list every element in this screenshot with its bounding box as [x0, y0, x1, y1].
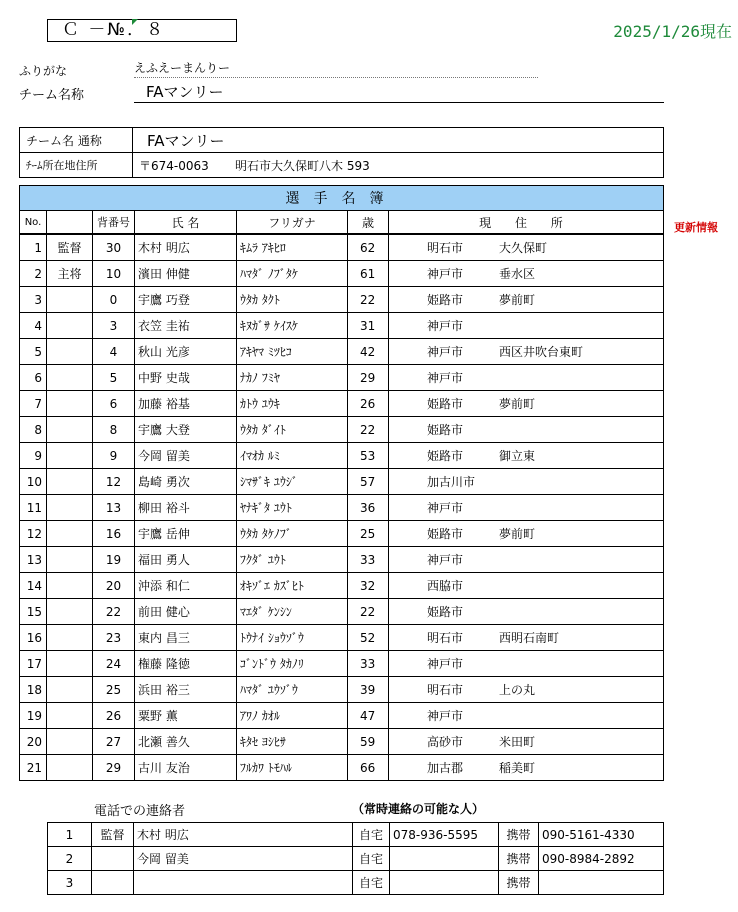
player-role: 主将	[47, 261, 93, 287]
player-area: 米田町	[499, 735, 536, 749]
player-kana: ﾅｶﾉ ﾌﾐﾔ	[237, 365, 348, 391]
player-role	[47, 391, 93, 417]
player-name: 今岡 留美	[135, 443, 237, 469]
player-age: 22	[348, 599, 389, 625]
player-age: 33	[348, 547, 389, 573]
contact-role	[92, 871, 134, 895]
roster-row	[20, 599, 664, 625]
player-kana: ｷﾇｶﾞｻ ｹｲｽｹ	[237, 313, 348, 339]
player-age: 29	[348, 365, 389, 391]
player-role	[47, 677, 93, 703]
player-name: 福田 勇人	[135, 547, 237, 573]
mobile-phone: 090-8984-2892	[539, 847, 664, 871]
player-name: 浜田 裕三	[135, 677, 237, 703]
player-kana: ﾄｳﾅｲ ｼｮｳｿﾞｳ	[237, 625, 348, 651]
roster-row	[20, 469, 664, 495]
player-address	[389, 625, 664, 651]
player-kana: ｱﾜﾉ ｶｵﾙ	[237, 703, 348, 729]
player-city: 明石市	[427, 241, 464, 255]
player-no: 10	[20, 469, 47, 495]
player-number: 26	[93, 703, 135, 729]
player-name: 宇鷹 岳伸	[135, 521, 237, 547]
player-area: 西区井吹台東町	[499, 345, 584, 359]
team-address-cell	[133, 153, 664, 178]
player-no: 16	[20, 625, 47, 651]
player-no: 21	[20, 755, 47, 781]
player-area: 稲美町	[499, 761, 536, 775]
player-address	[389, 703, 664, 729]
player-name: 宇鷹 巧登	[135, 287, 237, 313]
player-name: 東内 昌三	[135, 625, 237, 651]
contact-no: 3	[48, 871, 92, 895]
player-number: 13	[93, 495, 135, 521]
player-number: 19	[93, 547, 135, 573]
player-city: 神戸市	[427, 319, 464, 333]
mobile-label: 携帯	[499, 871, 539, 895]
roster-row	[20, 755, 664, 781]
team-info-table	[19, 127, 664, 178]
player-address	[389, 417, 664, 443]
player-no: 20	[20, 729, 47, 755]
player-role	[47, 599, 93, 625]
contact-name: 木村 明広	[134, 823, 353, 847]
roster-row	[20, 729, 664, 755]
player-age: 53	[348, 443, 389, 469]
team-name-label: チーム名称	[19, 88, 85, 103]
player-name: 衣笠 圭祐	[135, 313, 237, 339]
player-number: 27	[93, 729, 135, 755]
mobile-label: 携帯	[499, 847, 539, 871]
player-city: 神戸市	[427, 553, 464, 567]
as-of-date: 2025/1/26現在	[613, 22, 732, 41]
player-address	[389, 339, 664, 365]
col-kana: フリガナ	[237, 211, 348, 235]
furigana-label: ふりがな	[19, 64, 68, 78]
player-area: 夢前町	[499, 527, 536, 541]
player-address	[389, 547, 664, 573]
player-kana: ｺﾞﾝﾄﾞｳ ﾀｶﾉﾘ	[237, 651, 348, 677]
player-age: 61	[348, 261, 389, 287]
player-number: 22	[93, 599, 135, 625]
player-address	[389, 287, 664, 313]
player-kana: ｵｷｿﾞｴ ｶｽﾞﾋﾄ	[237, 573, 348, 599]
mobile-phone: 090-5161-4330	[539, 823, 664, 847]
player-role	[47, 651, 93, 677]
player-role	[47, 755, 93, 781]
player-age: 57	[348, 469, 389, 495]
home-label: 自宅	[353, 847, 390, 871]
player-city: 明石市	[427, 683, 464, 697]
roster-row	[20, 339, 664, 365]
player-city: 姫路市	[427, 527, 464, 541]
team-furigana: えふえーまんりー	[134, 62, 538, 78]
contact-table	[47, 822, 664, 895]
player-no: 11	[20, 495, 47, 521]
col-number: 背番号	[93, 211, 135, 235]
player-city: 神戸市	[427, 501, 464, 515]
roster-row	[20, 677, 664, 703]
player-number: 0	[93, 287, 135, 313]
contact-no: 2	[48, 847, 92, 871]
player-city: 姫路市	[427, 423, 464, 437]
player-city: 加古川市	[427, 475, 476, 489]
player-role	[47, 339, 93, 365]
contact-no: 1	[48, 823, 92, 847]
mobile-phone	[539, 871, 664, 895]
player-age: 32	[348, 573, 389, 599]
player-no: 15	[20, 599, 47, 625]
contact-row	[48, 823, 664, 847]
player-address	[389, 365, 664, 391]
player-area: 大久保町	[499, 241, 548, 255]
player-city: 姫路市	[427, 293, 464, 307]
player-city: 西脇市	[427, 579, 464, 593]
roster-row	[20, 417, 664, 443]
player-no: 9	[20, 443, 47, 469]
player-role	[47, 495, 93, 521]
player-no: 19	[20, 703, 47, 729]
mobile-label: 携帯	[499, 823, 539, 847]
team-alias: FAマンリー	[133, 128, 664, 153]
roster-row	[20, 651, 664, 677]
player-number: 16	[93, 521, 135, 547]
player-role	[47, 469, 93, 495]
player-no: 12	[20, 521, 47, 547]
player-kana: ｳﾀｶ ﾀﾞｲﾄ	[237, 417, 348, 443]
player-address	[389, 755, 664, 781]
player-no: 13	[20, 547, 47, 573]
roster-row	[20, 234, 664, 261]
player-address	[389, 677, 664, 703]
player-age: 47	[348, 703, 389, 729]
player-kana: ﾏｴﾀﾞ ｹﾝｼﾝ	[237, 599, 348, 625]
player-address	[389, 599, 664, 625]
player-name: 中野 史哉	[135, 365, 237, 391]
col-no: No.	[20, 211, 47, 235]
player-role	[47, 443, 93, 469]
team-name: FAマンリー	[134, 82, 664, 103]
player-number: 12	[93, 469, 135, 495]
player-no: 4	[20, 313, 47, 339]
player-kana: ｼﾏｻﾞｷ ﾕｳｼﾞ	[237, 469, 348, 495]
player-area: 上の丸	[499, 683, 536, 697]
player-city: 神戸市	[427, 345, 464, 359]
roster-row	[20, 287, 664, 313]
player-number: 8	[93, 417, 135, 443]
col-address: 現 住 所	[389, 211, 664, 235]
player-area: 夢前町	[499, 397, 536, 411]
player-role	[47, 365, 93, 391]
contact-name: 今岡 留美	[134, 847, 353, 871]
player-number: 30	[93, 234, 135, 261]
roster-row	[20, 573, 664, 599]
player-age: 22	[348, 287, 389, 313]
team-code: Ｃ －№．８	[62, 20, 166, 40]
player-no: 18	[20, 677, 47, 703]
player-address	[389, 469, 664, 495]
player-area: 西明石南町	[499, 631, 560, 645]
player-kana: ﾔﾅｷﾞﾀ ﾕｳﾄ	[237, 495, 348, 521]
contact-role: 監督	[92, 823, 134, 847]
team-code-box	[47, 19, 237, 42]
player-address	[389, 495, 664, 521]
player-city: 神戸市	[427, 267, 464, 281]
col-age: 歳	[348, 211, 389, 235]
player-number: 29	[93, 755, 135, 781]
player-name: 沖添 和仁	[135, 573, 237, 599]
roster-header-row	[20, 211, 664, 235]
player-number: 4	[93, 339, 135, 365]
player-kana: ﾌｸﾀﾞ ﾕｳﾄ	[237, 547, 348, 573]
roster-row	[20, 261, 664, 287]
player-number: 25	[93, 677, 135, 703]
player-city: 姫路市	[427, 605, 464, 619]
player-number: 20	[93, 573, 135, 599]
player-age: 52	[348, 625, 389, 651]
player-role	[47, 287, 93, 313]
player-name: 古川 友治	[135, 755, 237, 781]
player-kana: ｶﾄｳ ﾕｳｷ	[237, 391, 348, 417]
roster-row	[20, 625, 664, 651]
player-no: 1	[20, 234, 47, 261]
player-address	[389, 234, 664, 261]
player-address	[389, 391, 664, 417]
player-role	[47, 573, 93, 599]
player-name: 前田 健心	[135, 599, 237, 625]
player-area: 夢前町	[499, 293, 536, 307]
player-age: 36	[348, 495, 389, 521]
roster-row	[20, 391, 664, 417]
cell-comment-marker	[132, 19, 138, 25]
player-number: 10	[93, 261, 135, 287]
player-age: 31	[348, 313, 389, 339]
player-number: 3	[93, 313, 135, 339]
player-name: 柳田 裕斗	[135, 495, 237, 521]
player-address	[389, 261, 664, 287]
player-age: 42	[348, 339, 389, 365]
player-age: 25	[348, 521, 389, 547]
home-phone	[390, 871, 499, 895]
player-kana: ｳﾀｶ ﾀｸﾄ	[237, 287, 348, 313]
player-no: 17	[20, 651, 47, 677]
roster-title: 選手名簿	[20, 186, 664, 211]
player-age: 39	[348, 677, 389, 703]
player-city: 姫路市	[427, 449, 464, 463]
player-address	[389, 573, 664, 599]
player-kana: ｲﾏｵｶ ﾙﾐ	[237, 443, 348, 469]
home-phone	[390, 847, 499, 871]
player-kana: ﾊﾏﾀﾞ ﾕｳｿﾞｳ	[237, 677, 348, 703]
player-number: 24	[93, 651, 135, 677]
roster-row	[20, 365, 664, 391]
contact-note: （常時連絡の可能な人）	[352, 802, 485, 816]
player-address	[389, 729, 664, 755]
player-city: 高砂市	[427, 735, 464, 749]
player-city: 姫路市	[427, 397, 464, 411]
player-age: 33	[348, 651, 389, 677]
player-no: 8	[20, 417, 47, 443]
player-no: 7	[20, 391, 47, 417]
player-address	[389, 651, 664, 677]
player-name: 濱田 伸健	[135, 261, 237, 287]
player-age: 26	[348, 391, 389, 417]
postal-code: 〒674-0063	[139, 158, 209, 173]
roster-row	[20, 443, 664, 469]
team-address-label: ﾁｰﾑ所在地住所	[20, 153, 133, 178]
player-area: 御立東	[499, 449, 536, 463]
player-name: 粟野 薫	[135, 703, 237, 729]
player-number: 6	[93, 391, 135, 417]
contact-role	[92, 847, 134, 871]
player-kana: ｷﾑﾗ ｱｷﾋﾛ	[237, 234, 348, 261]
player-kana: ｳﾀｶ ﾀｹﾉﾌﾞ	[237, 521, 348, 547]
player-address	[389, 313, 664, 339]
player-kana: ｱｷﾔﾏ ﾐﾂﾋｺ	[237, 339, 348, 365]
player-no: 2	[20, 261, 47, 287]
player-name: 宇鷹 大登	[135, 417, 237, 443]
player-name: 木村 明広	[135, 234, 237, 261]
player-age: 59	[348, 729, 389, 755]
player-number: 23	[93, 625, 135, 651]
player-role: 監督	[47, 234, 93, 261]
roster-row	[20, 703, 664, 729]
player-name: 加藤 裕基	[135, 391, 237, 417]
player-kana: ﾌﾙｶﾜ ﾄﾓﾊﾙ	[237, 755, 348, 781]
player-no: 6	[20, 365, 47, 391]
player-city: 加古郡	[427, 761, 464, 775]
player-role	[47, 547, 93, 573]
player-address	[389, 521, 664, 547]
roster-row	[20, 547, 664, 573]
home-phone: 078-936-5595	[390, 823, 499, 847]
player-role	[47, 703, 93, 729]
player-age: 66	[348, 755, 389, 781]
col-role	[47, 211, 93, 235]
player-no: 3	[20, 287, 47, 313]
update-info-link[interactable]: 更新情報	[674, 221, 718, 234]
player-role	[47, 729, 93, 755]
col-name: 氏 名	[135, 211, 237, 235]
player-no: 14	[20, 573, 47, 599]
team-alias-label: チーム名 通称	[20, 128, 133, 153]
home-label: 自宅	[353, 871, 390, 895]
roster-row	[20, 313, 664, 339]
player-number: 9	[93, 443, 135, 469]
roster-table	[19, 185, 664, 781]
player-name: 北瀬 善久	[135, 729, 237, 755]
player-no: 5	[20, 339, 47, 365]
player-kana: ﾊﾏﾀﾞ ﾉﾌﾞﾀｹ	[237, 261, 348, 287]
player-city: 神戸市	[427, 657, 464, 671]
player-age: 22	[348, 417, 389, 443]
contact-name	[134, 871, 353, 895]
player-role	[47, 417, 93, 443]
player-age: 62	[348, 234, 389, 261]
player-kana: ｷﾀｾ ﾖｼﾋｻ	[237, 729, 348, 755]
player-number: 5	[93, 365, 135, 391]
team-address: 明石市大久保町八木 593	[235, 158, 370, 173]
player-name: 秋山 光彦	[135, 339, 237, 365]
roster-row	[20, 495, 664, 521]
home-label: 自宅	[353, 823, 390, 847]
player-role	[47, 313, 93, 339]
player-city: 明石市	[427, 631, 464, 645]
contact-row	[48, 871, 664, 895]
player-city: 神戸市	[427, 371, 464, 385]
player-name: 権藤 隆徳	[135, 651, 237, 677]
contact-row	[48, 847, 664, 871]
player-area: 垂水区	[499, 267, 536, 281]
player-address	[389, 443, 664, 469]
player-name: 島崎 勇次	[135, 469, 237, 495]
player-city: 神戸市	[427, 709, 464, 723]
contact-title: 電話での連絡者	[94, 804, 186, 819]
player-role	[47, 625, 93, 651]
player-role	[47, 521, 93, 547]
roster-row	[20, 521, 664, 547]
